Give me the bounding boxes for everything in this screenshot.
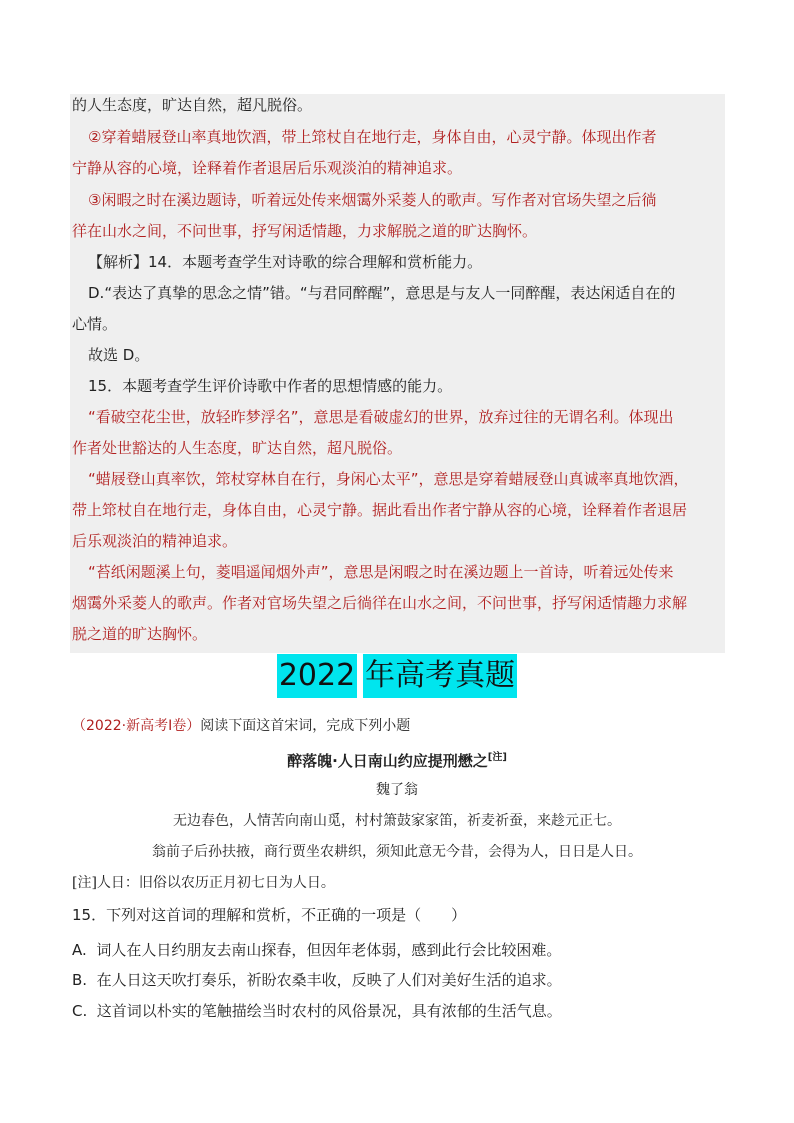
analysis-line: “苔纸闲题溪上句，菱唱遥闻烟外声”，意思是闲暇之时在溪边题上一首诗，听着远处传来 [88, 563, 674, 581]
option-text: 这首词以朴实的笔触描绘当时农村的风俗景况，具有浓郁的生活气息。 [96, 1002, 562, 1020]
poem-note: [注]人日：旧俗以农历正月初七日为人日。 [72, 875, 335, 891]
poem-line: 翁前子后孙扶掖，商行贾坐农耕织，须知此意无今昔，会得为人，日日是人日。 [152, 844, 642, 860]
analysis-line: “看破空花尘世，放轻昨梦浮名”，意思是看破虚幻的世界，放弃过往的无谓名利。体现出 [88, 408, 674, 426]
section-heading [0, 654, 794, 698]
heading-year: 2022 [277, 654, 357, 698]
option-label: B. [72, 971, 88, 989]
analysis-line: 烟霭外采菱人的歌声。作者对官场失望之后徜徉在山水之间，不问世事，抒写闲适情趣力求解 [72, 594, 688, 612]
option-text: 在人日这天吹打奏乐，祈盼农桑丰收，反映了人们对美好生活的追求。 [96, 971, 562, 989]
poem-title [0, 748, 794, 771]
question-prompt: 阅读下面这首宋词，完成下列小题 [200, 718, 411, 734]
analysis-line: D.“表达了真挚的思念之情”错。“与君同醉醒”，意思是与友人一同醉醒，表达闲适自在的 [88, 284, 676, 302]
option-b [72, 970, 562, 990]
option-text: 词人在人日约朋友去南山探春，但因年老体弱，感到此行会比较困难。 [96, 941, 562, 959]
analysis-line: “蜡屐登山真率饮，筇杖穿林自在行，身闲心太平”，意思是穿着蜡屐登山真诚率真地饮酒， [88, 470, 689, 488]
question-stem: 15．下列对这首词的理解和赏析，不正确的一项是（ ） [72, 906, 467, 924]
analysis-line: 【解析】14．本题考查学生对诗歌的综合理解和赏析能力。 [88, 253, 483, 271]
question-source: （2022·新高考Ⅰ卷） [72, 718, 201, 734]
analysis-line: 15．本题考查学生评价诗歌中作者的思想情感的能力。 [88, 377, 453, 395]
option-label: C. [72, 1002, 88, 1020]
analysis-line: ②穿着蜡屐登山率真地饮酒，带上筇杖自在地行走，身体自由，心灵宁静。体现出作者 [88, 128, 657, 146]
question-intro [72, 716, 410, 736]
option-label: A. [72, 941, 87, 959]
analysis-line: 作者处世豁达的人生态度，旷达自然，超凡脱俗。 [72, 439, 403, 457]
analysis-line: 的人生态度，旷达自然，超凡脱俗。 [72, 96, 313, 114]
analysis-line: 脱之道的旷达胸怀。 [72, 625, 208, 643]
option-a [72, 940, 561, 960]
note-marker: [注] [487, 752, 507, 763]
poem-line: 无边春色，人情苦向南山觅，村村箫鼓家家笛，祈麦祈蚕，来趁元正七。 [173, 813, 621, 829]
poem-title-text: 醉落魄·人日南山约应提刑懋之 [287, 752, 488, 770]
analysis-line: 后乐观淡泊的精神追求。 [72, 532, 238, 550]
analysis-line: 带上筇杖自在地行走，身体自由，心灵宁静。据此看出作者宁静从容的心境，诠释着作者退居 [72, 501, 688, 519]
analysis-line: 心情。 [72, 315, 118, 333]
analysis-line: ③闲暇之时在溪边题诗，听着远处传来烟霭外采菱人的歌声。写作者对官场失望之后徜 [88, 191, 657, 209]
option-c [72, 1001, 562, 1021]
analysis-line: 徉在山水之间，不问世事，抒写闲适情趣，力求解脱之道的旷达胸怀。 [72, 222, 538, 240]
poem-author: 魏了翁 [376, 782, 418, 798]
analysis-line: 宁静从容的心境，诠释着作者退居后乐观淡泊的精神追求。 [72, 159, 463, 177]
analysis-line: 故选 D。 [88, 346, 150, 364]
heading-text: 年高考真题 [363, 654, 517, 698]
